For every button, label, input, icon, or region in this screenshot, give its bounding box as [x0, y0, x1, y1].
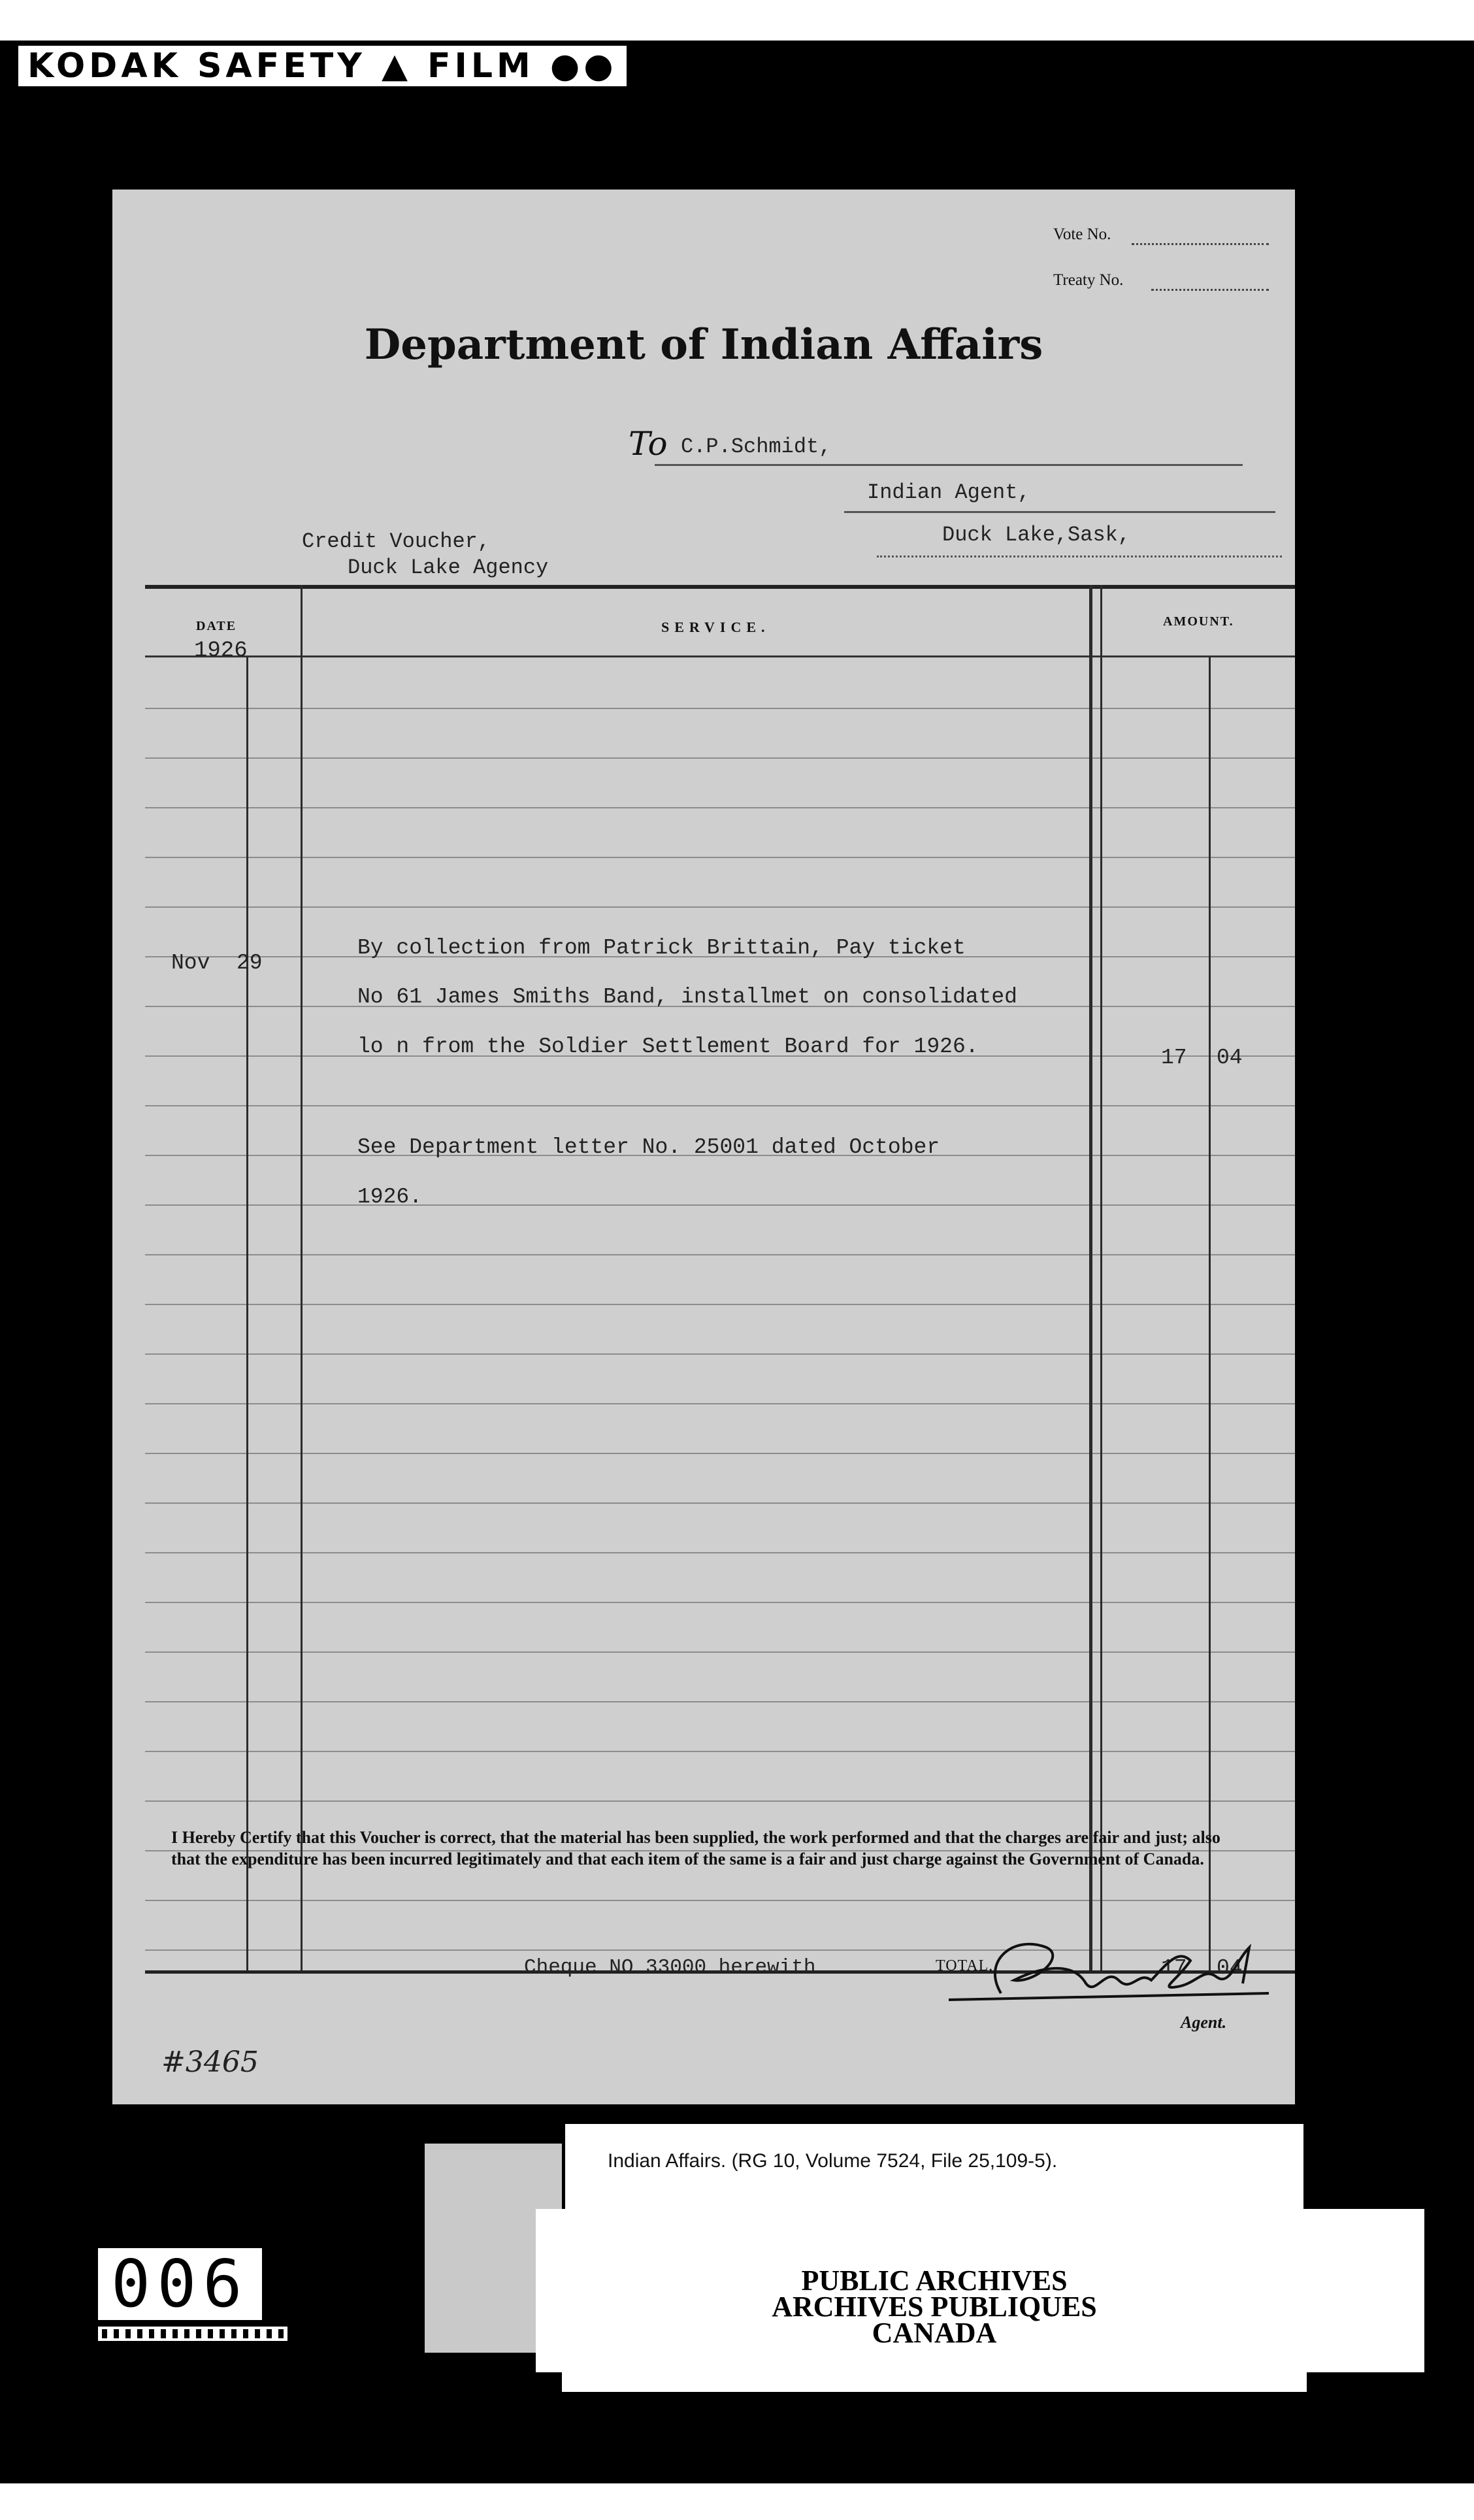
- film-frame-ticks: [98, 2327, 287, 2341]
- ledger-rule-line: [145, 1900, 1295, 1901]
- film-tick: [137, 2329, 142, 2338]
- film-tick: [114, 2329, 119, 2338]
- film-tick: [231, 2329, 237, 2338]
- ledger-rule-line: [145, 757, 1295, 759]
- ledger-rule-line: [145, 1204, 1295, 1206]
- agent-place: Duck Lake,Sask,: [942, 523, 1131, 547]
- film-tick: [278, 2329, 284, 2338]
- certification-text: I Hereby Certify that this Voucher is correct, that the material has been supplied, the work performed and that the charges are fair and just; also that the expenditure has been incurred legitimately and that each item of the same is a fair and just charge against the Government of Canada.: [171, 1828, 1220, 1868]
- voucher-sheet: [112, 190, 1295, 2104]
- film-tick: [102, 2329, 107, 2338]
- entry-line: lo n from the Soldier Settlement Board for 1926.: [357, 1035, 979, 1059]
- total-dollars: 17: [1161, 1956, 1187, 1980]
- ledger-rule-line: [145, 857, 1295, 858]
- film-tick: [184, 2329, 189, 2338]
- archives-line-english: PUBLIC ARCHIVES: [801, 2264, 1068, 2296]
- ledger-rule-line: [145, 1453, 1295, 1454]
- treaty-number-line: [1151, 289, 1269, 291]
- entry-line: By collection from Patrick Brittain, Pay ticket: [357, 936, 966, 960]
- film-edge-top: [0, 0, 1474, 41]
- entry-line: No 61 James Smiths Band, installmet on consolidated: [357, 985, 1017, 1009]
- entry-amount-cents: 04: [1217, 1046, 1243, 1070]
- film-brand-label: KODAK SAFETY ▲ FILM ●●: [18, 46, 627, 86]
- ledger-rule-line: [145, 807, 1295, 808]
- film-tick: [161, 2329, 166, 2338]
- entry-day: 29: [237, 951, 263, 975]
- service-amount-divider: [1089, 585, 1092, 1974]
- ledger-rule-line: [145, 1105, 1295, 1106]
- ledger-rule-line: [145, 1552, 1295, 1553]
- date-header: DATE: [196, 619, 237, 633]
- ledger-rule-line: [145, 1502, 1295, 1504]
- recipient-name: C.P.Schmidt,: [681, 435, 832, 459]
- ledger-rule-line: [145, 1751, 1295, 1752]
- total-cents: 04: [1217, 1956, 1243, 1980]
- dollars-cents-divider: [1209, 657, 1211, 1974]
- amount-left-rule: [1100, 585, 1102, 1974]
- handwritten-file-number: #3465: [161, 2046, 259, 2079]
- vote-number-line: [1132, 243, 1269, 245]
- entry-month: Nov: [171, 951, 210, 975]
- total-label: TOTAL,: [936, 1957, 994, 1974]
- ledger-rule-line: [145, 1800, 1295, 1802]
- treaty-number-label: Treaty No.: [1053, 271, 1124, 289]
- ledger-rule-line: [145, 708, 1295, 709]
- ledger-header-rule: [145, 655, 1295, 657]
- archives-stamp-card: [562, 2248, 1307, 2392]
- film-tick: [125, 2329, 131, 2338]
- archives-line-country: CANADA: [872, 2317, 997, 2349]
- entry-line: 1926.: [357, 1185, 423, 1209]
- entry-amount-dollars: 17: [1161, 1046, 1187, 1070]
- film-tick: [196, 2329, 201, 2338]
- film-edge-bottom: [0, 2483, 1474, 2520]
- film-tick: [172, 2329, 178, 2338]
- date-service-divider: [301, 585, 303, 1974]
- amount-header: AMOUNT.: [1163, 614, 1234, 629]
- film-frame-number: 006: [98, 2248, 262, 2320]
- ledger-rule-line: [145, 906, 1295, 908]
- agent-label: Agent.: [1181, 2013, 1227, 2032]
- vote-number-label: Vote No.: [1053, 225, 1111, 243]
- film-tick: [267, 2329, 272, 2338]
- ledger-rule-line: [145, 1254, 1295, 1255]
- ledger-rule-line: [145, 1651, 1295, 1653]
- film-tick: [208, 2329, 213, 2338]
- entry-line: See Department letter No. 25001 dated October: [357, 1135, 940, 1159]
- agent-signature: [942, 1921, 1282, 2019]
- ledger-rule-line: [145, 1353, 1295, 1355]
- ledger-top-rule: [145, 585, 1295, 589]
- ledger-table: [145, 585, 1295, 2010]
- film-tick: [149, 2329, 154, 2338]
- archives-line-french: ARCHIVES PUBLIQUES: [772, 2291, 1097, 2323]
- to-label: To: [629, 425, 668, 463]
- voucher-title: Credit Voucher,: [302, 529, 491, 554]
- ledger-rule-line: [145, 1701, 1295, 1702]
- recipient-line: [655, 464, 1243, 466]
- cheque-note: Cheque NO 33000 herewith: [524, 1956, 816, 1979]
- ledger-rule-line: [145, 1304, 1295, 1305]
- ledger-rule-line: [145, 1403, 1295, 1404]
- date-month-divider: [246, 657, 248, 1974]
- film-tick: [243, 2329, 248, 2338]
- film-tick: [255, 2329, 260, 2338]
- archive-reference: Indian Affairs. (RG 10, Volume 7524, File 25,109-5).: [608, 2150, 1058, 2172]
- agent-title-line: [844, 511, 1275, 513]
- service-header: SERVICE.: [661, 619, 770, 635]
- agent-place-line: [877, 555, 1282, 557]
- agent-title: Indian Agent,: [867, 480, 1030, 505]
- ledger-rule-line: [145, 1602, 1295, 1603]
- department-title: Department of Indian Affairs: [364, 320, 1043, 369]
- film-tick: [220, 2329, 225, 2338]
- year-header: 1926: [194, 638, 248, 663]
- voucher-agency: Duck Lake Agency: [348, 555, 549, 580]
